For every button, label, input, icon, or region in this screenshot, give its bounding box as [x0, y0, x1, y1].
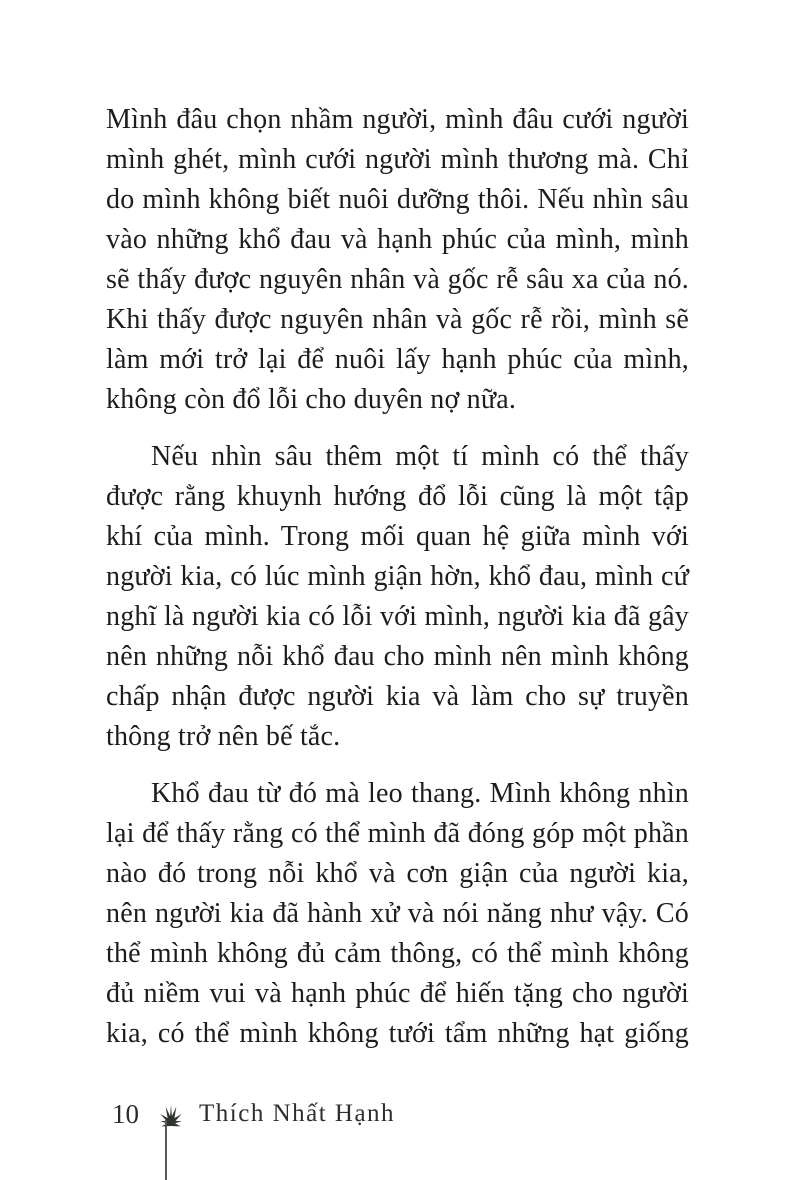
paragraph-2: Nếu nhìn sâu thêm một tí mình có thể thấy được rằng khuynh hướng đổ lỗi cũng là một tập khí của mình. Trong mối quan hệ giữa mình với người kia, có lúc mình giận hờn, khổ đau, mình cứ nghĩ là người kia có lỗi với mình, người kia đã gây nên những nỗi khổ đau cho mình nên mình không chấp nhận được người kia và làm cho sự truyền thông trở nên bế tắc. — [106, 441, 689, 752]
paragraph-3: Khổ đau từ đó mà leo thang. Mình không nhìn lại để thấy rằng có thể mình đã đóng góp một phần nào đó trong nỗi khổ và cơn giận của người kia, nên người kia đã hành xử và nói năng như vậy. Có thể mình không đủ cảm thông, có thể mình không đủ niềm vui và hạnh phúc để hiến tặng cho người kia, có thể mình không tưới tẩm những hạt giống — [106, 778, 689, 1049]
paragraph-1: Mình đâu chọn nhầm người, mình đâu cưới người mình ghét, mình cưới người mình thương mà. Chỉ do mình không biết nuôi dưỡng thôi. Nếu nhìn sâu vào những khổ đau và hạnh phúc của mình, mình sẽ thấy được nguyên nhân và gốc rễ sâu xa của nó. Khi thấy được nguyên nhân và gốc rễ rồi, mình sẽ làm mới trở lại để nuôi lấy hạnh phúc của mình, không còn đổ lỗi cho duyên nợ nữa. — [106, 104, 689, 415]
lotus-stem-line — [165, 1120, 167, 1180]
author-name: Thích Nhất Hạnh — [199, 1100, 396, 1127]
page-body — [106, 100, 689, 1071]
page-footer — [112, 1096, 395, 1132]
page-number: 10 — [112, 1099, 139, 1129]
lotus-icon — [152, 1102, 190, 1130]
